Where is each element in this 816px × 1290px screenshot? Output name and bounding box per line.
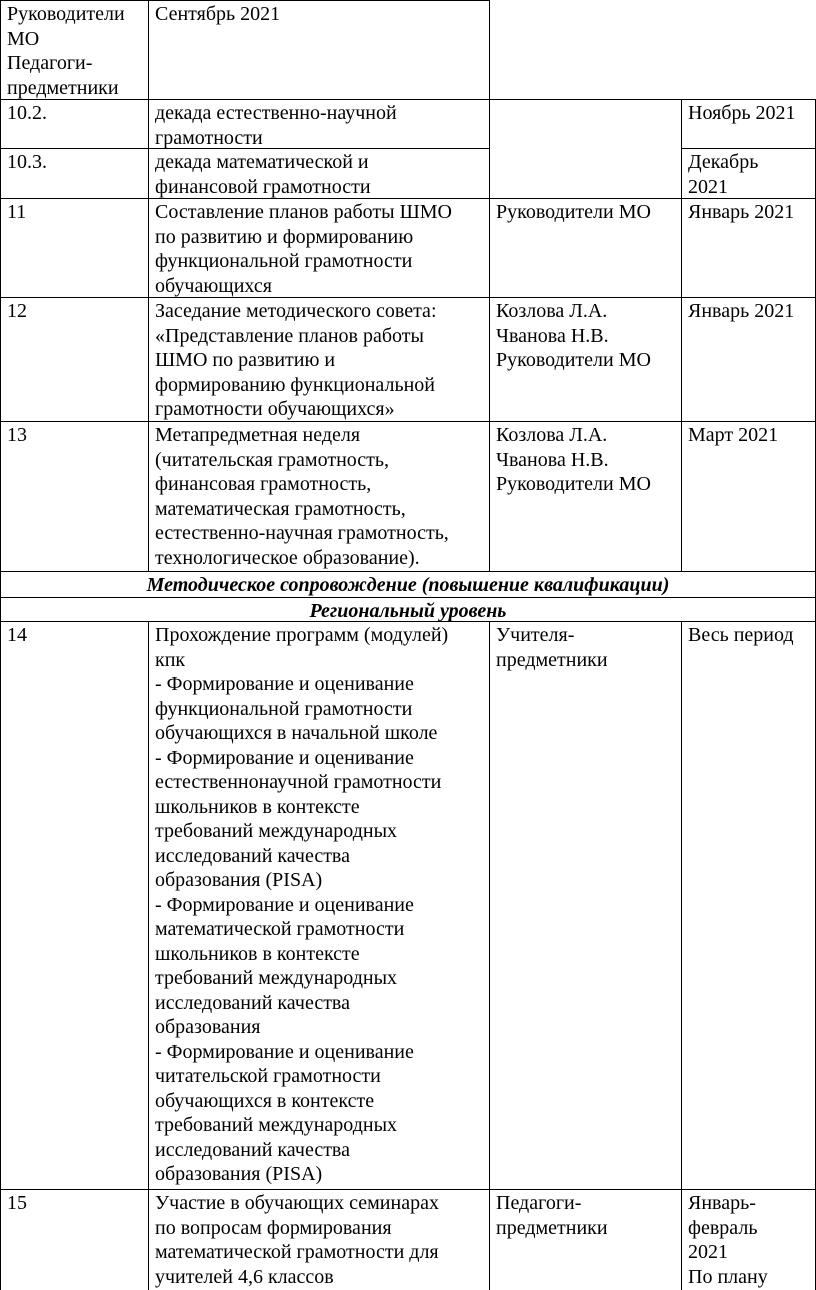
row-date-cell: [681, 297, 816, 422]
row-number: 11: [7, 201, 27, 223]
row-responsible: Руководители МО: [496, 201, 651, 223]
row-date: Январь 2021: [688, 300, 795, 322]
row-responsible: Козлова Л.А. Чванова Н.В. Руководители МО: [496, 300, 651, 371]
row-responsible-cell: [489, 198, 682, 298]
row-event-cell: [148, 198, 490, 298]
row-num-cell: [0, 198, 149, 298]
row-date-cell: [681, 1189, 816, 1290]
header-responsible-cell: [0, 0, 149, 100]
row-event: Участие в обучающих семинарах по вопросам формирования математической грамотности для учителей 4,6 классов: [155, 1192, 439, 1288]
row-date-cell: [681, 198, 816, 298]
row-responsible: Учителя- предметники: [496, 624, 608, 671]
row-num-cell: [0, 621, 149, 1190]
section-heading-regional: [0, 597, 816, 622]
header-responsible-text: Руководители МО Педагоги- предметники: [7, 3, 125, 99]
row-num-cell: [0, 1189, 149, 1290]
row-num-cell: [0, 99, 149, 149]
row-date: Январь 2021: [688, 201, 795, 223]
header-date-text: Сентябрь 2021: [155, 3, 281, 25]
row-event-cell: [148, 99, 490, 149]
row-number: 10.3.: [7, 151, 47, 173]
row-number: 12: [7, 300, 27, 322]
row-event-cell: [148, 621, 490, 1190]
row-number: 15: [7, 1192, 27, 1214]
row-number: 13: [7, 424, 27, 446]
row-date-cell: [681, 99, 816, 149]
row-num-cell: [0, 148, 149, 199]
row-responsible: Педагоги- предметники: [496, 1192, 608, 1239]
row-event: Заседание методического совета: «Представление планов работы ШМО по развитию и формированию функциональной грамотности обучающихся»: [155, 300, 437, 420]
row-date: Январь- февраль 2021 По плану: [688, 1192, 768, 1288]
row-responsible-cell: [489, 1189, 682, 1290]
row-num-cell: [0, 297, 149, 422]
row-date-cell: [681, 148, 816, 199]
row-event: Составление планов работы ШМО по развитию и формированию функциональной грамотности обучающихся: [155, 201, 452, 297]
row-event: Прохождение программ (модулей) кпк - Формирование и оценивание функциональной грамотности обучающихся в начальной школе - Формирование и оценивание естественнонаучной грамотности школьников в контексте требований международных исследований качества образования (PISA) - Формирование и оценивание математической грамотности школьников в контексте требований международных исследований качества образования - Формирование и оценивание читательской грамотности обучающихся в контексте требований международных исследований качества образования (PISA): [155, 624, 449, 1185]
row-num-cell: [0, 421, 149, 572]
row-responsible-cell: [489, 297, 682, 422]
section-heading-methodical-text: Методическое сопровождение (повышение квалификации): [146, 574, 670, 596]
row-date: Весь период: [688, 624, 794, 646]
row-event-cell: [148, 148, 490, 199]
row-number: 10.2.: [7, 102, 47, 124]
row-date-cell: [681, 621, 816, 1190]
row-event: Метапредметная неделя (читательская грамотность, финансовая грамотность, математическая грамотность, естественно-научная грамотность, технологическое образование).: [155, 424, 449, 569]
row-event: декада математической и финансовой грамотности: [155, 151, 371, 198]
row-responsible-cell: [489, 621, 682, 1190]
row-responsible: Козлова Л.А. Чванова Н.В. Руководители МО: [496, 424, 651, 495]
row-event-cell: [148, 297, 490, 422]
row-event-cell: [148, 421, 490, 572]
section-heading-methodical: [0, 571, 816, 598]
row-date: Декабрь 2021: [688, 151, 759, 198]
row-number: 14: [7, 624, 27, 646]
row-event-cell: [148, 1189, 490, 1290]
row-responsible-cell: [489, 421, 682, 572]
row-date: Ноябрь 2021: [688, 102, 796, 124]
header-date-cell: [148, 0, 490, 100]
row-date: Март 2021: [688, 424, 779, 446]
row-event: декада естественно-научной грамотности: [155, 102, 397, 149]
section-heading-regional-text: Региональный уровень: [309, 600, 507, 622]
row-date-cell: [681, 421, 816, 572]
row-responsible-cell: [489, 99, 682, 199]
